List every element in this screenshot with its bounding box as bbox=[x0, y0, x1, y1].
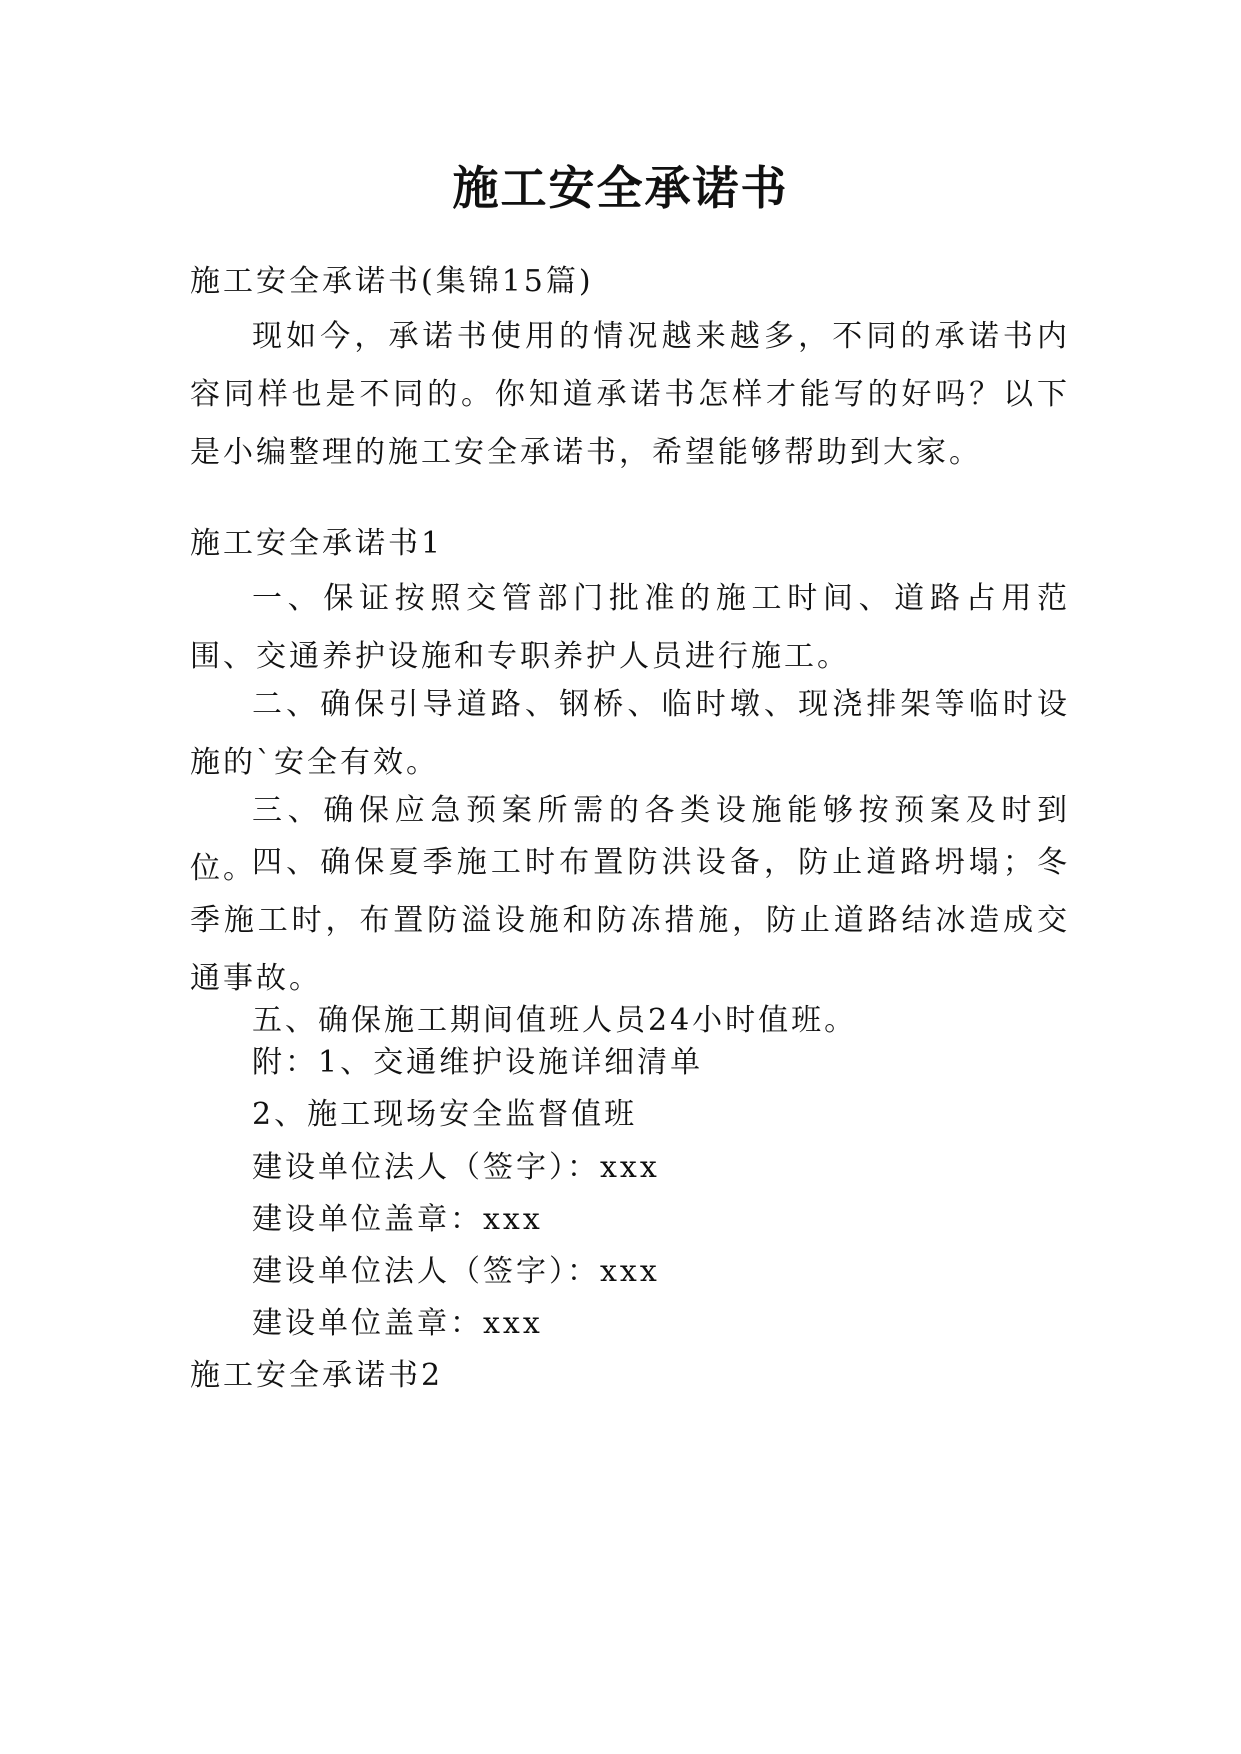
signature-line-4: 建设单位盖章：xxx bbox=[252, 1306, 543, 1341]
section-1-item-5: 五、确保施工期间值班人员24小时值班。 bbox=[252, 1003, 858, 1038]
section-1-item-1: 一、保证按照交管部门批准的施工时间、道路占用范围、交通养护设施和专职养护人员进行施工。 bbox=[190, 581, 1070, 674]
section-1-item-2: 二、确保引导道路、钢桥、临时墩、现浇排架等临时设施的`安全有效。 bbox=[190, 687, 1070, 780]
section-2-heading: 施工安全承诺书2 bbox=[190, 1358, 444, 1393]
intro-paragraph: 现如今，承诺书使用的情况越来越多，不同的承诺书内容同样也是不同的。你知道承诺书怎样才能写的好吗？以下是小编整理的施工安全承诺书，希望能够帮助到大家。 bbox=[190, 319, 1070, 470]
attachment-line-1: 附：1、交通维护设施详细清单 bbox=[252, 1045, 704, 1080]
document-subtitle: 施工安全承诺书(集锦15篇) bbox=[190, 264, 594, 299]
signature-line-1: 建设单位法人（签字）：xxx bbox=[252, 1150, 660, 1185]
section-1-heading: 施工安全承诺书1 bbox=[190, 526, 444, 561]
signature-line-3: 建设单位法人（签字）：xxx bbox=[252, 1254, 660, 1289]
document-title: 施工安全承诺书 bbox=[452, 161, 789, 215]
signature-line-2: 建设单位盖章：xxx bbox=[252, 1202, 543, 1237]
section-1-item-4: 四、确保夏季施工时布置防洪设备，防止道路坍塌；冬季施工时，布置防溢设施和防冻措施，防止道路结冰造成交通事故。 bbox=[190, 845, 1070, 996]
attachment-line-2: 2、施工现场安全监督值班 bbox=[252, 1097, 638, 1132]
section-1-item-3: 三、确保应急预案所需的各类设施能够按预案及时到位。 bbox=[190, 793, 1070, 886]
